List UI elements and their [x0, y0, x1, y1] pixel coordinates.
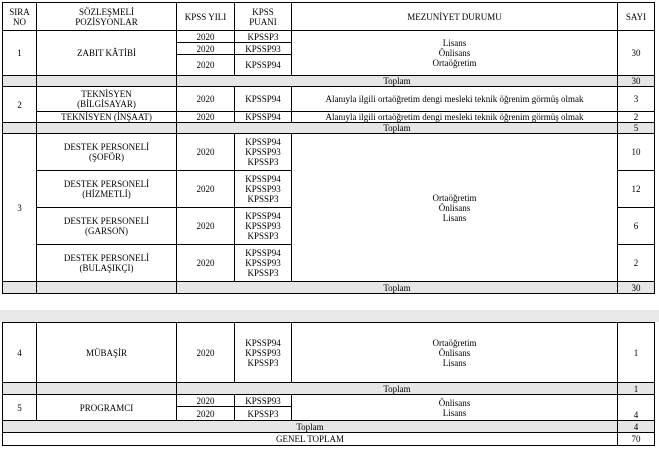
total-value: 30 [618, 282, 655, 294]
total-row [3, 76, 655, 87]
position-name: MÜBAŞİR [37, 323, 177, 383]
table-row [3, 112, 655, 123]
row-no: 3 [3, 134, 37, 282]
header-puan: KPSS PUANI [235, 3, 292, 31]
kpss-year: 2020 [177, 407, 235, 421]
total-row [3, 421, 655, 433]
count: 12 [618, 171, 655, 208]
position-name: DESTEK PERSONELİ (ŞOFÖR) [37, 134, 177, 171]
total-value: 30 [618, 76, 655, 87]
kpss-score: KPSSP94 KPSSP93 KPSSP3 [235, 323, 292, 383]
kpss-year: 2020 [177, 171, 235, 208]
total-label: Toplam [177, 383, 618, 395]
header-sira: SIRA NO [3, 3, 37, 31]
table-row [3, 134, 655, 171]
total-label: Toplam [177, 282, 618, 294]
position-name: PROGRAMCI [37, 395, 177, 421]
education-requirement: Önlisans Lisans [292, 395, 618, 421]
total-label: Toplam [177, 123, 618, 134]
kpss-score: KPSSP94 KPSSP93 KPSSP3 [235, 245, 292, 282]
kpss-score: KPSSP94 KPSSP93 KPSSP3 [235, 171, 292, 208]
positions-table-top [2, 2, 655, 294]
kpss-year: 2020 [177, 112, 235, 123]
position-name: TEKNİSYEN (İNŞAAT) [37, 112, 177, 123]
kpss-score: KPSSP94 [235, 55, 292, 76]
grand-total-label: GENEL TOPLAM [3, 433, 618, 446]
kpss-year: 2020 [177, 323, 235, 383]
education-requirement: Ortaöğretim Önlisans Lisans [292, 323, 618, 383]
total-row [3, 282, 655, 294]
count: 4 [618, 395, 655, 421]
row-no: 4 [3, 323, 37, 383]
education-requirement: Alanıyla ilgili ortaöğretim dengi mesleki teknik öğrenim görmüş olmak [292, 87, 618, 112]
count: 10 [618, 134, 655, 171]
education-requirement: Alanıyla ilgili ortaöğretim dengi mesleki teknik öğrenim görmüş olmak [292, 112, 618, 123]
total-value: 5 [618, 123, 655, 134]
kpss-score: KPSSP93 [235, 395, 292, 407]
kpss-year: 2020 [177, 87, 235, 112]
grand-total-row [3, 433, 655, 446]
total-row [3, 123, 655, 134]
table-row [3, 395, 655, 407]
table-header-row [3, 3, 655, 31]
positions-table-bottom [2, 322, 655, 446]
total-label: Toplam [177, 76, 618, 87]
table-row [3, 323, 655, 383]
header-mezuniyet: MEZUNİYET DURUMU [292, 3, 618, 31]
count: 1 [618, 323, 655, 383]
total-value: 4 [618, 421, 655, 433]
row-no: 1 [3, 31, 37, 76]
grand-total-value: 70 [618, 433, 655, 446]
kpss-score: KPSSP3 [235, 407, 292, 421]
position-name: TEKNİSYEN (BİLGİSAYAR) [37, 87, 177, 112]
kpss-year: 2020 [177, 245, 235, 282]
kpss-year: 2020 [177, 208, 235, 245]
total-row [3, 383, 655, 395]
header-yil: KPSS YILI [177, 3, 235, 31]
kpss-score: KPSSP94 [235, 112, 292, 123]
header-pozisyon: SÖZLEŞMELİ POZİSYONLAR [37, 3, 177, 31]
education-requirement: Ortaöğretim Önlisans Lisans [292, 134, 618, 282]
kpss-score: KPSSP94 KPSSP93 KPSSP3 [235, 134, 292, 171]
kpss-score: KPSSP94 KPSSP93 KPSSP3 [235, 208, 292, 245]
count: 30 [618, 31, 655, 76]
count: 2 [618, 245, 655, 282]
kpss-year: 2020 [177, 55, 235, 76]
kpss-score: KPSSP94 [235, 87, 292, 112]
position-name: DESTEK PERSONELİ (BULAŞIKÇI) [37, 245, 177, 282]
section-divider [0, 310, 659, 322]
total-value: 1 [618, 383, 655, 395]
kpss-year: 2020 [177, 395, 235, 407]
kpss-score: KPSSP3 [235, 31, 292, 43]
position-name: ZABIT KÂTİBİ [37, 31, 177, 76]
position-name: DESTEK PERSONELİ (GARSON) [37, 208, 177, 245]
count: 3 [618, 87, 655, 112]
count: 2 [618, 112, 655, 123]
row-no: 5 [3, 395, 37, 421]
table-row [3, 87, 655, 112]
kpss-year: 2020 [177, 134, 235, 171]
header-sayi: SAYI [618, 3, 655, 31]
kpss-year: 2020 [177, 31, 235, 43]
kpss-year: 2020 [177, 43, 235, 55]
total-label: Toplam [3, 421, 618, 433]
kpss-score: KPSSP93 [235, 43, 292, 55]
position-name: DESTEK PERSONELİ (HİZMETLİ) [37, 171, 177, 208]
education-requirement: Lisans Önlisans Ortaöğretim [292, 31, 618, 76]
count: 6 [618, 208, 655, 245]
table-row [3, 31, 655, 43]
row-no: 2 [3, 87, 37, 123]
